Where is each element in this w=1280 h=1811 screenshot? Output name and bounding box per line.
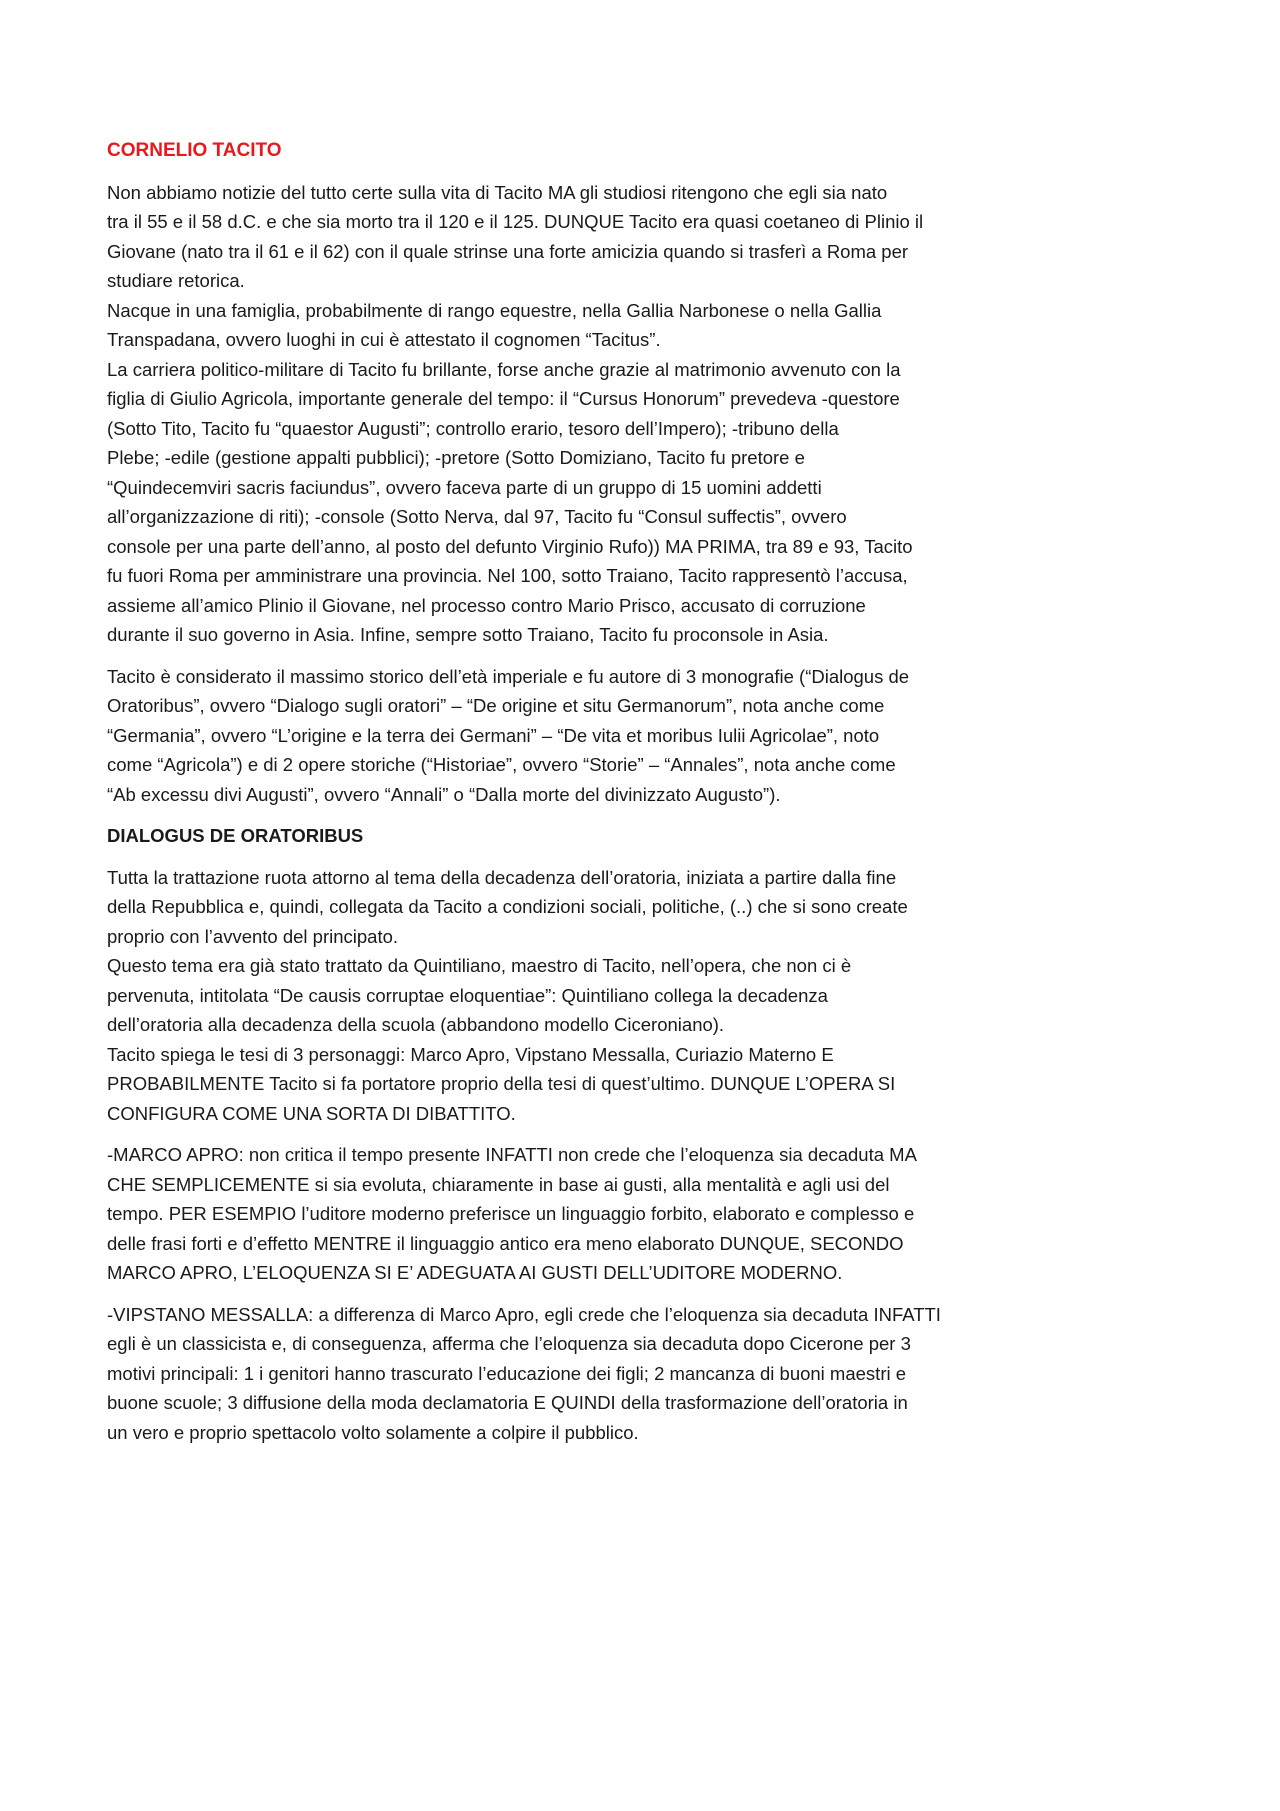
paragraph-line: Oratoribus”, ovvero “Dialogo sugli oratori” – “De origine et situ Germanorum”, nota anche come (107, 695, 885, 716)
paragraph (107, 662, 1057, 810)
paragraph-line: proprio con l’avvento del principato. (107, 925, 399, 947)
paragraph-line: buone scuole; 3 diffusione della moda declamatoria E QUINDI della trasformazione dell’oratoria in (107, 1392, 908, 1413)
paragraph-line: come “Agricola”) e di 2 opere storiche (“Historiae”, ovvero “Storie” – “Annales”, nota anche come (107, 754, 896, 775)
paragraph-line: -VIPSTANO MESSALLA: a differenza di Marco Apro, egli crede che l’eloquenza sia decaduta INFATTI (107, 1303, 941, 1325)
paragraph-line: Tacito è considerato il massimo storico dell’età imperiale e fu autore di 3 monografie (“Dialogus de (107, 665, 910, 687)
paragraph (107, 863, 1057, 1129)
paragraph-line: dell’oratoria alla decadenza della scuola (abbandono modello Ciceroniano). (107, 1014, 725, 1035)
paragraph-line: Giovane (nato tra il 61 e il 62) con il quale strinse una forte amicizia quando si trasferì a Roma per (107, 240, 909, 262)
paragraph-line: assieme all’amico Plinio il Giovane, nel processo contro Mario Prisco, accusato di corruzione (107, 594, 866, 616)
paragraph-line: CONFIGURA COME UNA SORTA DI DIBATTITO. (107, 1102, 516, 1124)
paragraph-line: “Germania”, ovvero “L’origine e la terra dei Germani” – “De vita et moribus Iulii Agricolae”, noto (107, 724, 880, 746)
paragraph-line: Transpadana, ovvero luoghi in cui è attestato il cognomen “Tacitus”. (107, 329, 661, 350)
paragraph-line: “Ab excessu divi Augusti”, ovvero “Annali” o “Dalla morte del divinizzato Augusto”). (107, 783, 781, 805)
paragraph-line: Non abbiamo notizie del tutto certe sulla vita di Tacito MA gli studiosi ritengono che egli sia nato (107, 181, 888, 203)
paragraph-line: delle frasi forti e d’effetto MENTRE il linguaggio antico era meno elaborato DUNQUE, SECONDO (107, 1232, 904, 1254)
paragraph-line: CHE SEMPLICEMENTE si sia evoluta, chiaramente in base ai gusti, alla mentalità e agli usi del (107, 1173, 890, 1195)
paragraph-line: Plebe; -edile (gestione appalti pubblici); -pretore (Sotto Domiziano, Tacito fu pretore e (107, 447, 805, 468)
document-body (107, 178, 1057, 1448)
paragraph-line: Tacito spiega le tesi di 3 personaggi: Marco Apro, Vipstano Messalla, Curiazio Materno E (107, 1043, 834, 1065)
document-title: CORNELIO TACITO (107, 140, 282, 161)
paragraph-line: PROBABILMENTE Tacito si fa portatore proprio della tesi di quest’ultimo. DUNQUE L’OPERA SI (107, 1073, 896, 1094)
paragraph-line: -MARCO APRO: non critica il tempo presente INFATTI non crede che l’eloquenza sia decaduta MA (107, 1144, 917, 1165)
paragraph (107, 1300, 1057, 1448)
paragraph-line: (Sotto Tito, Tacito fu “quaestor Augusti”; controllo erario, tesoro dell’Impero); -tribuno della (107, 417, 839, 439)
paragraph-line: un vero e proprio spettacolo volto solamente a colpire il pubblico. (107, 1421, 639, 1443)
paragraph (107, 1140, 1057, 1288)
paragraph-line: motivi principali: 1 i genitori hanno trascurato l’educazione dei figli; 2 mancanza di buoni maestri e (107, 1362, 907, 1384)
section-heading: DIALOGUS DE ORATORIBUS (107, 825, 364, 846)
paragraph-line: durante il suo governo in Asia. Infine, sempre sotto Traiano, Tacito fu proconsole in Asia. (107, 624, 829, 645)
paragraph-line: Nacque in una famiglia, probabilmente di rango equestre, nella Gallia Narbonese o nella Gallia (107, 299, 882, 321)
paragraph-line: Questo tema era già stato trattato da Quintiliano, maestro di Tacito, nell’opera, che non ci è (107, 955, 852, 976)
paragraph-line: fu fuori Roma per amministrare una provincia. Nel 100, sotto Traiano, Tacito rappresentò l’accusa, (107, 565, 908, 586)
paragraph-line: Tutta la trattazione ruota attorno al tema della decadenza dell’oratoria, iniziata a partire dalla fine (107, 866, 897, 888)
paragraph-line: La carriera politico-militare di Tacito fu brillante, forse anche grazie al matrimonio avvenuto con la (107, 358, 901, 380)
paragraph-line: tempo. PER ESEMPIO l’uditore moderno preferisce un linguaggio forbito, elaborato e complesso e (107, 1203, 915, 1224)
paragraph-line: MARCO APRO, L’ELOQUENZA SI E’ ADEGUATA AI GUSTI DELL’UDITORE MODERNO. (107, 1262, 843, 1283)
paragraph-line: studiare retorica. (107, 270, 245, 291)
paragraph-line: tra il 55 e il 58 d.C. e che sia morto tra il 120 e il 125. DUNQUE Tacito era quasi coetaneo di Plinio il (107, 211, 924, 232)
paragraph-line: della Repubblica e, quindi, collegata da Tacito a condizioni sociali, politiche, (..) che si sono create (107, 896, 908, 917)
paragraph-line: figlia di Giulio Agricola, importante generale del tempo: il “Cursus Honorum” prevedeva -questore (107, 388, 900, 409)
paragraph-line: console per una parte dell’anno, al posto del defunto Virginio Rufo)) MA PRIMA, tra 89 e 93, Tacito (107, 535, 913, 557)
paragraph (107, 178, 1057, 650)
paragraph-line: “Quindecemviri sacris faciundus”, ovvero faceva parte di un gruppo di 15 uomini addetti (107, 476, 822, 498)
paragraph-line: pervenuta, intitolata “De causis corruptae eloquentiae”: Quintiliano collega la decadenza (107, 984, 828, 1006)
paragraph-line: egli è un classicista e, di conseguenza, afferma che l’eloquenza sia decaduta dopo Cicerone per 3 (107, 1333, 911, 1354)
paragraph-line: all’organizzazione di riti); -console (Sotto Nerva, dal 97, Tacito fu “Consul suffectis”, ovvero (107, 506, 847, 527)
